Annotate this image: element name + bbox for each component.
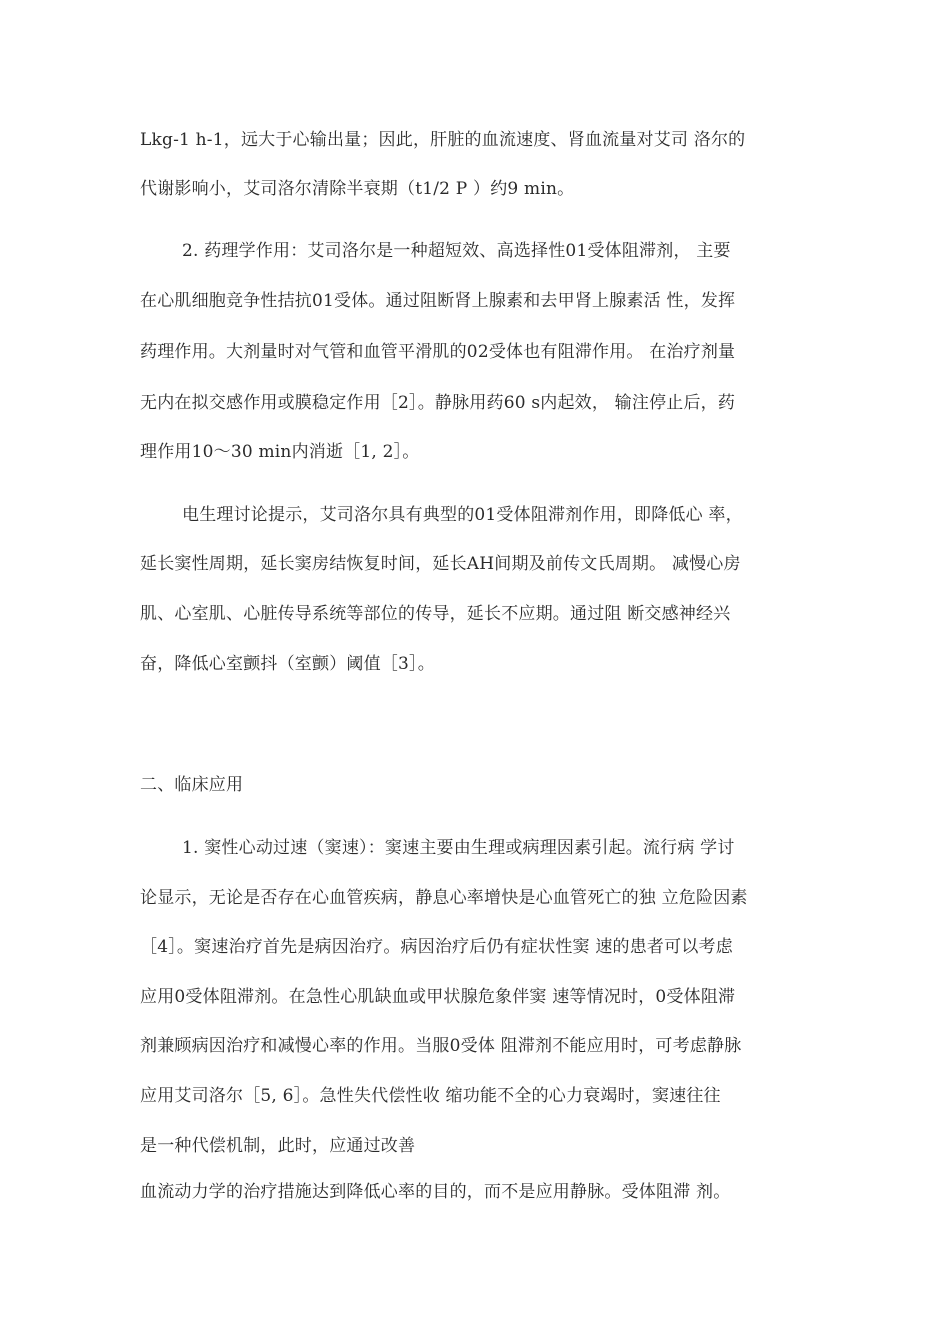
text-line: Lkg-1 h-1，远大于心输出量；因此，肝脏的血流速度、肾血流量对艾司 洛尔的: [140, 130, 746, 150]
text-line: 理作用10〜30 min内消逝［1, 2］。: [140, 442, 420, 462]
text-line: 应用0受体阻滞剂。在急性心肌缺血或甲状腺危象伴窦 速等情况时，0受体阻滞: [140, 987, 736, 1007]
text-line: 剂兼顾病因治疗和减慢心率的作用。当服0受体 阻滞剂不能应用时，可考虑静脉: [140, 1036, 742, 1056]
section-heading: 二、临床应用: [140, 775, 244, 795]
text-line: 代谢影响小，艾司洛尔清除半衰期（t1/2 P ）约9 min。: [140, 179, 575, 199]
text-line: 延长窦性周期，延长窦房结恢复时间，延长AH间期及前传文氏周期。 减慢心房: [140, 554, 741, 574]
text-line: 肌、心室肌、心脏传导系统等部位的传导，延长不应期。通过阻 断交感神经兴: [140, 604, 731, 624]
text-line: 应用艾司洛尔［5, 6］。急性失代偿性收 缩功能不全的心力衰竭时，窦速往往: [140, 1086, 721, 1106]
paragraph-first-line: 1. 窦性心动过速（窦速）：窦速主要由生理或病理因素引起。流行病 学讨: [182, 838, 735, 858]
text-line: ［4］。窦速治疗首先是病因治疗。病因治疗后仍有症状性窦 速的患者可以考虑: [140, 937, 733, 957]
text-line: 是一种代偿机制，此时，应通过改善: [140, 1136, 416, 1156]
text-line: 奋，降低心室颤抖（室颤）阈值［3］。: [140, 654, 435, 674]
text-line: 血流动力学的治疗措施达到降低心率的目的，而不是应用静脉。受体阻滞 剂。: [140, 1182, 731, 1202]
paragraph-first-line: 2. 药理学作用：艾司洛尔是一种超短效、高选择性01受体阻滞剂， 主要: [182, 241, 731, 261]
paragraph-first-line: 电生理讨论提示，艾司洛尔具有典型的01受体阻滞剂作用，即降低心 率，: [182, 505, 743, 525]
text-line: 无内在拟交感作用或膜稳定作用［2］。静脉用药60 s内起效， 输注停止后，药: [140, 393, 736, 413]
text-line: 论显示，无论是否存在心血管疾病，静息心率增快是心血管死亡的独 立危险因素: [140, 888, 748, 908]
text-line: 在心肌细胞竞争性拮抗01受体。通过阻断肾上腺素和去甲肾上腺素活 性，发挥: [140, 291, 736, 311]
text-line: 药理作用。大剂量时对气管和血管平滑肌的02受体也有阻滞作用。 在治疗剂量: [140, 342, 736, 362]
